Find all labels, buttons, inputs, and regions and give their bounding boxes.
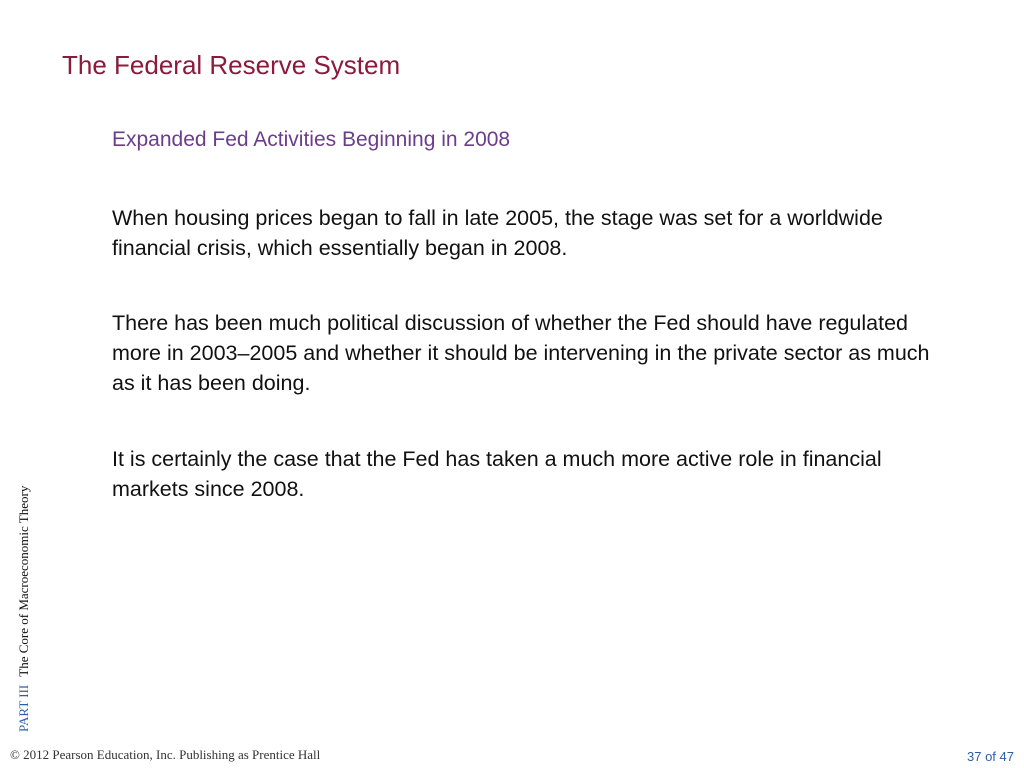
footer-page-number: 37 of 47 bbox=[967, 749, 1014, 764]
footer-copyright: © 2012 Pearson Education, Inc. Publishing as Prentice Hall bbox=[10, 747, 321, 762]
slide-subtitle: Expanded Fed Activities Beginning in 2008 bbox=[112, 128, 511, 151]
side-section-label bbox=[16, 486, 32, 732]
side-part-label: PART III bbox=[16, 684, 31, 732]
paragraph-2: There has been much political discussion of whether the Fed should have regulated more in 2003–2005 and whether it should be intervening in the private sector as much as it has been doing. bbox=[112, 311, 930, 395]
paragraph-3: It is certainly the case that the Fed has taken a much more active role in financial markets since 2008. bbox=[112, 447, 882, 501]
side-section-title: The Core of Macroeconomic Theory bbox=[16, 485, 31, 677]
slide-title: The Federal Reserve System bbox=[62, 50, 401, 80]
paragraph-1: When housing prices began to fall in late 2005, the stage was set for a worldwide financial crisis, which essentially began in 2008. bbox=[112, 206, 883, 260]
